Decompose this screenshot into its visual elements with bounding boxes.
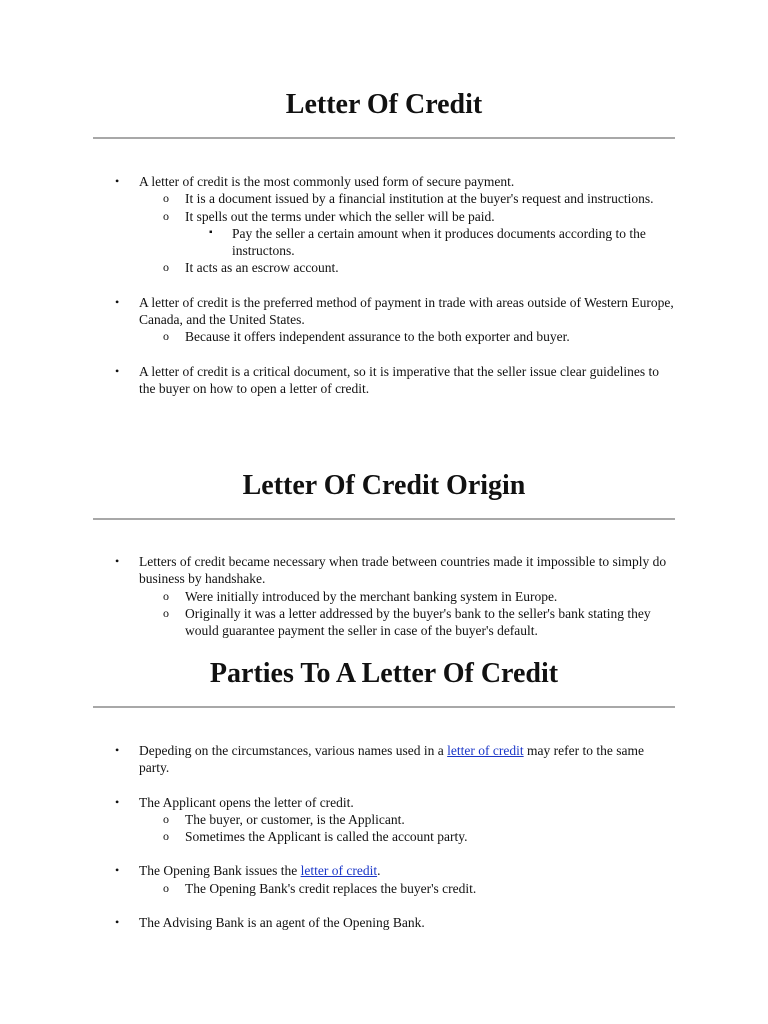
letter-of-credit-link[interactable]: letter of credit xyxy=(300,863,378,879)
list-gap xyxy=(93,277,675,294)
bullet-icon: o xyxy=(163,329,169,344)
list-item: • A letter of credit is a critical document, so it is imperative that the seller issue clear guidelines to the buyer on how to open a letter of credit. xyxy=(115,363,659,396)
list-gap xyxy=(93,845,675,862)
bullet-icon: o xyxy=(163,260,169,275)
bullet-icon: • xyxy=(115,743,120,757)
section-3-list xyxy=(93,742,675,931)
section-divider xyxy=(93,518,675,520)
section-divider xyxy=(93,706,675,708)
list-item: • Depeding on the circumstances, various names used in a letter of credit may refer to the same party. xyxy=(115,743,644,776)
section-1-list xyxy=(93,173,675,397)
list-item: o Were initially introduced by the merchant banking system in Europe. xyxy=(163,588,558,604)
section-2-list xyxy=(93,553,675,639)
letter-of-credit-link[interactable]: letter of credit xyxy=(447,743,524,758)
list-item: • The Applicant opens the letter of credit. xyxy=(115,794,354,810)
section-letter-of-credit-origin xyxy=(93,469,675,503)
section-title: Letter Of Credit Origin xyxy=(242,470,526,501)
section-parties xyxy=(93,657,675,691)
bullet-icon: o xyxy=(163,588,169,603)
bullet-icon: • xyxy=(115,294,120,309)
bullet-icon: • xyxy=(115,863,120,878)
bullet-icon: • xyxy=(115,794,120,809)
bullet-icon: o xyxy=(163,811,169,826)
list-gap xyxy=(93,777,675,794)
list-item: o The buyer, or customer, is the Applicant. xyxy=(163,811,405,827)
list-gap xyxy=(93,346,675,363)
list-item: o Sometimes the Applicant is called the account party. xyxy=(163,829,468,845)
bullet-icon: • xyxy=(115,363,120,378)
section-title: Parties To A Letter Of Credit xyxy=(209,658,559,689)
bullet-icon: o xyxy=(163,880,169,895)
list-item: • A letter of credit is the most commonly used form of secure payment. xyxy=(115,174,515,189)
bullet-icon: o xyxy=(163,829,169,844)
list-item: o It acts as an escrow account. xyxy=(163,260,339,276)
list-item: o The Opening Bank's credit replaces the buyer's credit. xyxy=(163,880,477,896)
section-divider xyxy=(93,137,675,139)
bullet-icon: • xyxy=(115,554,120,568)
list-item: o Originally it was a letter addressed by the buyer's bank to the seller's bank stating they would guarantee payment the seller in case of the buyer's default. xyxy=(163,605,651,639)
list-item: • The Advising Bank is an agent of the Opening Bank. xyxy=(115,915,425,931)
list-item: • Letters of credit became necessary when trade between countries made it impossible to simply do business by handshake. xyxy=(115,554,667,587)
list-item: • A letter of credit is the preferred method of payment in trade with areas outside of Western Europe, Canada, and the United States. xyxy=(115,294,674,328)
section-letter-of-credit xyxy=(93,88,675,122)
bullet-icon: o xyxy=(163,208,169,223)
list-gap xyxy=(93,897,675,914)
bullet-icon: • xyxy=(115,174,120,188)
list-item: o Because it offers independent assurance to the both exporter and buyer. xyxy=(163,329,570,345)
list-item: ▪ Pay the seller a certain amount when it produces documents according to the instructons. xyxy=(209,225,646,259)
list-item: o It is a document issued by a financial institution at the buyer's request and instructions. xyxy=(163,191,654,207)
list-item: • The Opening Bank issues the letter of credit. xyxy=(115,863,381,879)
bullet-icon: • xyxy=(115,915,120,930)
bullet-icon: ▪ xyxy=(209,226,213,238)
bullet-icon: o xyxy=(163,191,169,206)
bullet-icon: o xyxy=(163,605,169,620)
section-title: Letter Of Credit xyxy=(285,89,483,120)
list-item: o It spells out the terms under which the seller will be paid. xyxy=(163,208,495,224)
